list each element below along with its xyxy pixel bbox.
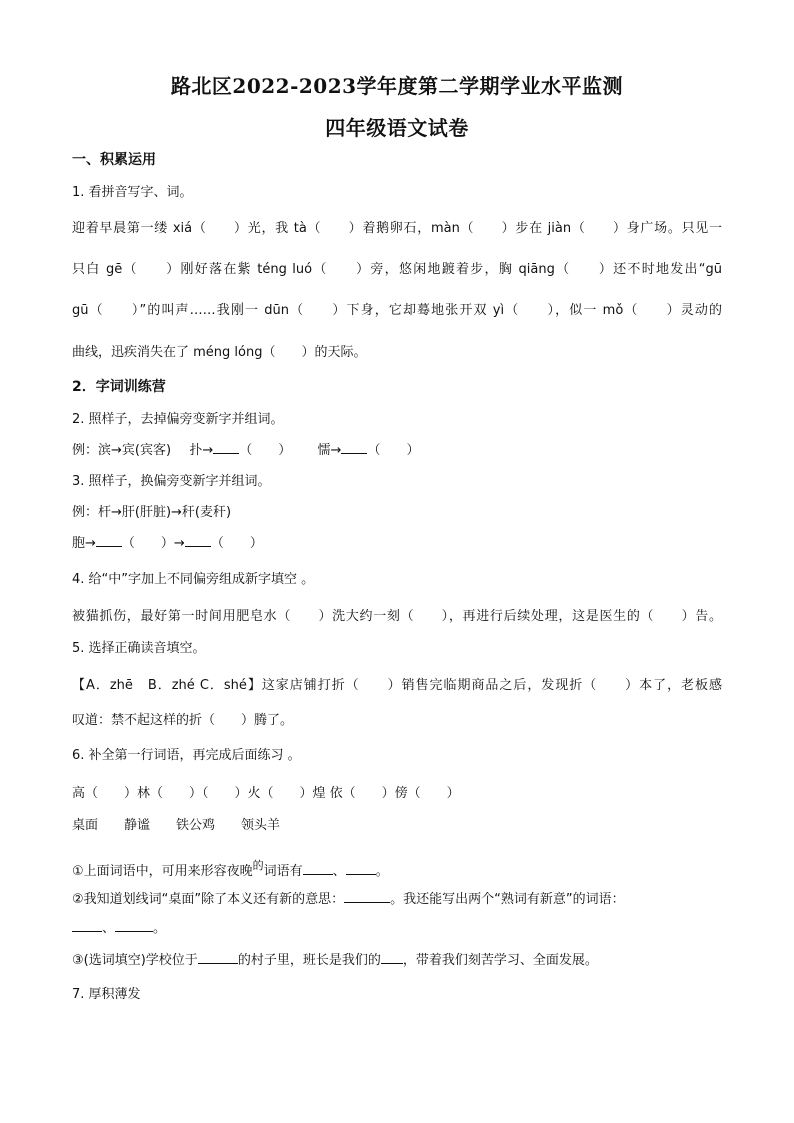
question-3-item: [72, 534, 263, 554]
question-6-sub-1: [72, 856, 389, 882]
exam-subtitle: 四年级语文试卷: [325, 116, 469, 140]
question-6-words-row-1: 高（ ）林（ ）（ ）火（ ）煌 依（ ）傍（ ）: [72, 786, 460, 801]
question-2-example: 例：滨→宾(宾客): [72, 443, 172, 458]
question-3-item-prefix: 胞→: [72, 536, 96, 551]
answer-blank[interactable]: [344, 890, 390, 903]
question-4-text: 被猫抓伤，最好第一时间用肥皂水（ ）洗大约一刻（ ），再进行后续处理，这是医生的（ ）告。: [72, 609, 722, 624]
question-6-sub-3-a: ③(选词填空)学校位于: [72, 953, 198, 968]
question-3-item-mid: （ ）→: [121, 536, 185, 551]
answer-blank[interactable]: [115, 919, 153, 932]
question-2-item-2-prefix: 懦→: [317, 443, 342, 458]
question-6-sub-2-end: 。: [153, 921, 167, 936]
question-2-items: [72, 441, 419, 461]
question-1-line-2: 只白 gē（ ）刚好落在紫 téng luó（ ）旁，悠闲地踱着步，胸 qiāng（ ）还不时地发出“gū: [72, 262, 722, 277]
question-5-prompt: 5. 选择正确读音填空。: [72, 641, 206, 656]
section-heading-word-training: 2．字词训练营: [72, 379, 166, 395]
answer-blank[interactable]: [346, 862, 376, 875]
answer-blank[interactable]: [96, 534, 122, 547]
question-6-words-row-2: 桌面 静谧 铁公鸡 领头羊: [72, 818, 281, 833]
question-5-line-1: 【A．zhē B．zhé C．shé】这家店铺打折（ ）销售完临期商品之后，发现折（ ）本了，老板感: [72, 678, 722, 693]
question-1-line-1: 迎着早晨第一缕 xiá（ ）光，我 tà（ ）着鹅卵石，màn（ ）步在 jiàn（ ）身广场。只见一: [72, 221, 722, 236]
question-6-prompt: 6. 补全第一行词语，再完成后面练习 。: [72, 748, 301, 763]
question-6-sub-1-mid: 词语有: [263, 864, 303, 879]
question-6-sub-3-b: 的村子里，班长是我们的: [237, 953, 381, 968]
question-2-item-2-suffix: （ ）: [367, 443, 420, 458]
question-3-example: 例：杆→肝(肝脏)→秆(麦秆): [72, 505, 232, 520]
question-2-prompt: 2. 照样子，去掉偏旁变新字并组词。: [72, 412, 284, 427]
question-6-sub-1-prefix: ①上面词语中，可用来形容夜晚: [72, 864, 253, 879]
question-6-sub-1-end: 。: [375, 864, 389, 879]
question-6-sub-1-small: 的: [252, 859, 264, 872]
question-6-sub-3-c: ，带着我们刻苦学习、全面发展。: [402, 953, 598, 968]
question-1-prompt: 1. 看拼音写字、词。: [72, 185, 193, 200]
question-2-item-1-suffix: （ ）: [239, 443, 292, 458]
answer-blank[interactable]: [381, 951, 403, 964]
question-7-prompt: 7. 厚积薄发: [72, 987, 141, 1002]
question-3-item-suffix: （ ）: [210, 536, 263, 551]
question-6-sub-1-sep: 、: [332, 864, 346, 879]
question-6-sub-2-answers: [72, 919, 166, 939]
question-2-item-1-prefix: 扑→: [189, 443, 214, 458]
question-6-sub-2-sep: 、: [102, 921, 116, 936]
answer-blank[interactable]: [213, 441, 239, 454]
question-1-line-4: 曲线，迅疾消失在了 méng lóng（ ）的天际。: [72, 345, 367, 360]
answer-blank[interactable]: [341, 441, 367, 454]
question-4-prompt: 4. 给“中”字加上不同偏旁组成新字填空 。: [72, 572, 315, 587]
exam-title: 路北区2022-2023学年度第二学期学业水平监测: [170, 74, 624, 98]
answer-blank[interactable]: [303, 862, 333, 875]
section-heading-accumulation: 一、积累运用: [72, 152, 156, 168]
answer-blank[interactable]: [185, 534, 211, 547]
question-1-line-3: gū（ ）”的叫声……我刚一 dūn（ ）下身，它却蓦地张开双 yì（ ），似一 mǒ（ ）灵动的: [72, 303, 722, 318]
question-6-sub-2-b: 。我还能写出两个“熟词有新意”的词语：: [390, 892, 625, 907]
question-6-sub-2: [72, 890, 625, 910]
answer-blank[interactable]: [198, 951, 238, 964]
question-5-line-2: 叹道：禁不起这样的折（ ）腾了。: [72, 713, 294, 728]
question-6-sub-3: [72, 951, 598, 971]
answer-blank[interactable]: [72, 919, 102, 932]
question-3-prompt: 3. 照样子，换偏旁变新字并组词。: [72, 474, 271, 489]
question-6-sub-2-a: ②我知道划线词“桌面”除了本义还有新的意思：: [72, 892, 345, 907]
